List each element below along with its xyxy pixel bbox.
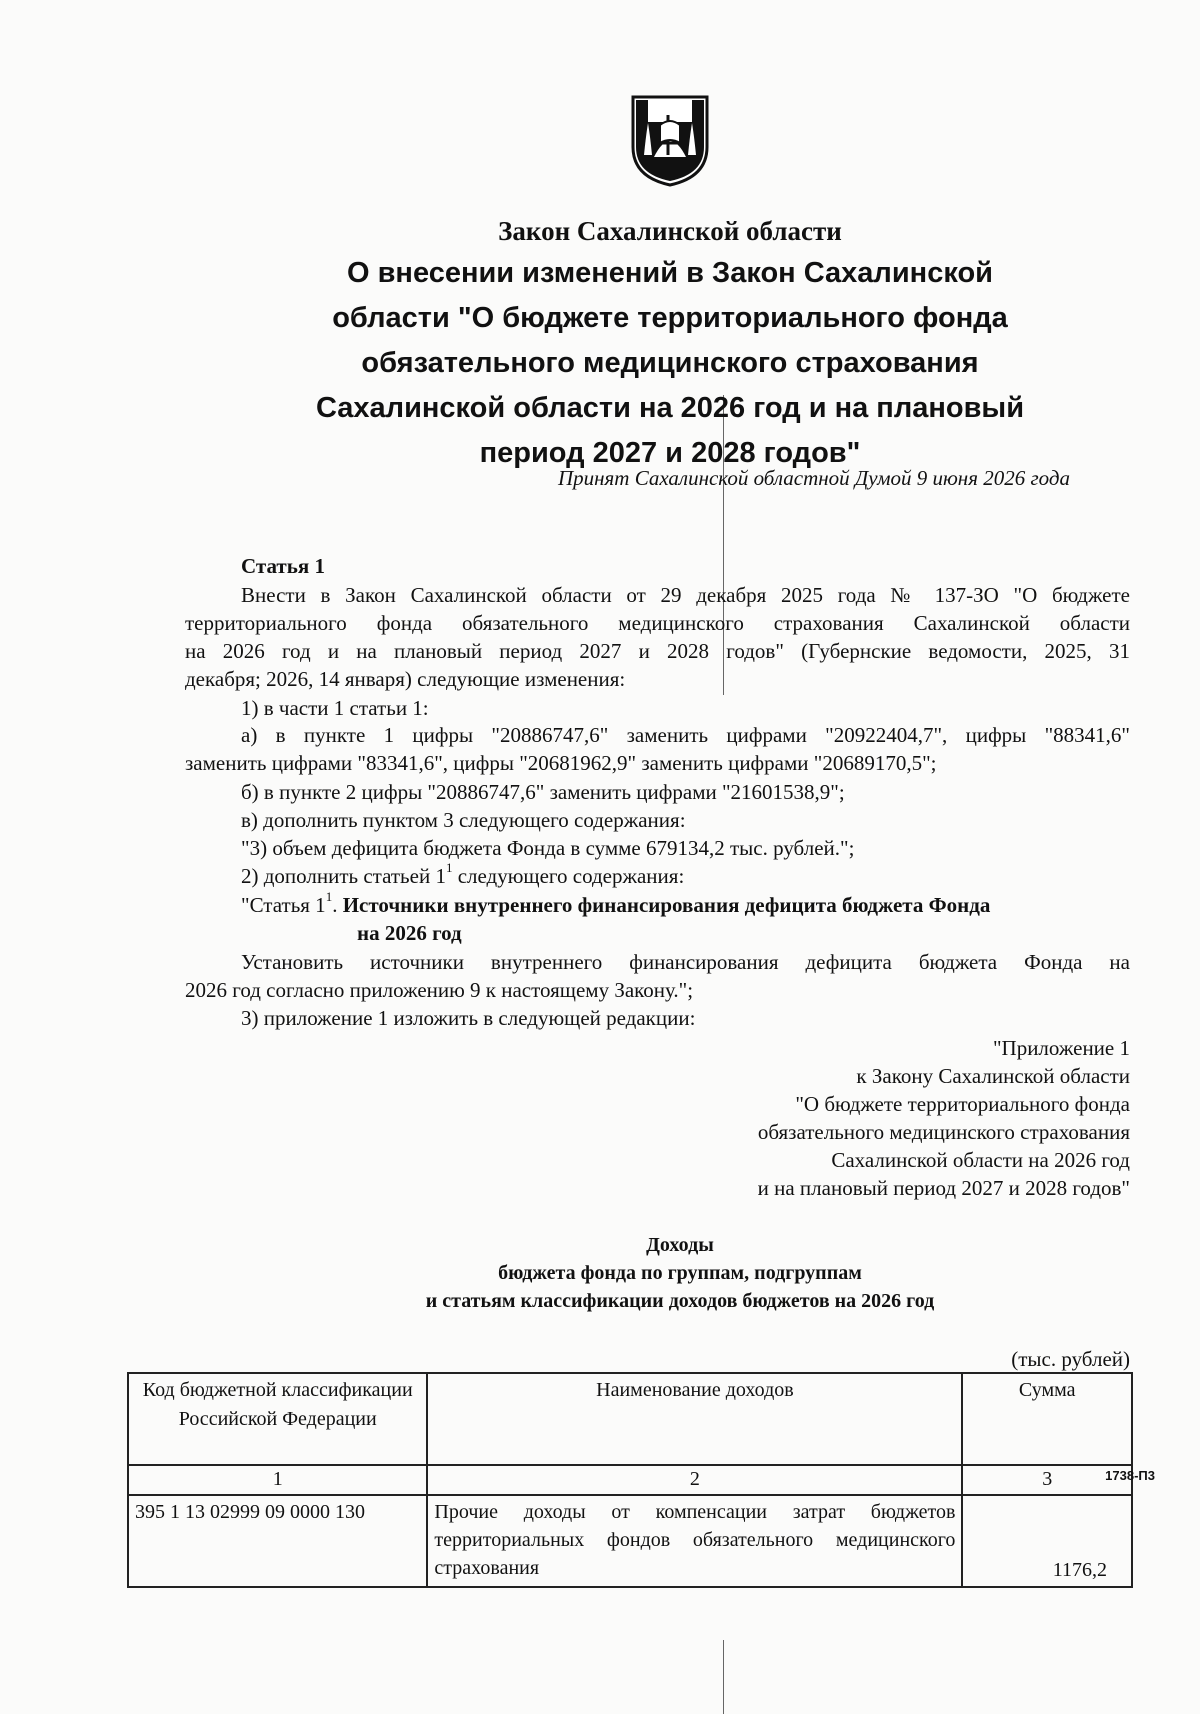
law-title: Закон Сахалинской области	[498, 216, 842, 246]
item-2-text: 2) дополнить статьей 1	[241, 864, 446, 888]
subtitle-line: обязательного медицинского страхования	[361, 347, 979, 379]
header-name: Наименование доходов	[427, 1373, 962, 1465]
law-subtitle	[240, 251, 1100, 476]
item-1a-line2: заменить цифрами "83341,6", цифры "20681962,9" заменить цифрами "20689170,5";	[185, 751, 937, 775]
header-sum: Сумма	[962, 1373, 1132, 1465]
table-header-row	[128, 1373, 1132, 1465]
appendix-line: обязательного медицинского страхования	[757, 1120, 1130, 1144]
subtitle-line: области "О бюджете территориального фонда	[332, 302, 1008, 334]
subtitle-line: период 2027 и 2028 годов"	[479, 437, 861, 469]
table-title-line: бюджета фонда по группам, подгруппам	[498, 1262, 862, 1284]
article-1-1-body-line2: 2026 год согласно приложению 9 к настоящему Закону.";	[185, 978, 694, 1002]
document-code: 1738-П3	[1105, 1468, 1155, 1483]
column-number: 1	[128, 1465, 427, 1495]
superscript: 1	[325, 889, 333, 904]
column-number: 2	[427, 1465, 962, 1495]
row-sum: 1176,2	[962, 1495, 1132, 1587]
subtitle-line: Сахалинской области на 2026 год и на плановый	[315, 392, 1025, 424]
appendix-line: "Приложение 1	[992, 1036, 1130, 1060]
item-3: 3) приложение 1 изложить в следующей редакции:	[241, 1006, 696, 1030]
article-1-1-heading	[241, 889, 991, 918]
article-intro-line: Внести в Закон Сахалинской области от 29 декабря 2025 года № 137-ЗО "О бюджете	[241, 583, 1130, 607]
item-2	[241, 860, 685, 889]
table-row	[128, 1495, 1132, 1587]
subtitle-line: О внесении изменений в Закон Сахалинской	[346, 257, 993, 289]
coat-of-arms-icon	[630, 95, 710, 187]
item-1c-text: "3) объем дефицита бюджета Фонда в сумме 679134,2 тыс. рублей.";	[241, 836, 855, 860]
table-title-line: и статьям классификации доходов бюджетов на 2026 год	[425, 1290, 935, 1312]
article-heading: Статья 1	[241, 554, 325, 578]
appendix-line: и на плановый период 2027 и 2028 годов"	[757, 1176, 1130, 1200]
table-title-line: Доходы	[646, 1234, 714, 1256]
article-intro-line: территориального фонда обязательного медицинского страхования Сахалинской области	[185, 611, 1130, 635]
article-1-1-title: Источники внутреннего финансирования дефицита бюджета Фонда	[342, 893, 991, 917]
table-title	[300, 1231, 1060, 1315]
item-1c: в) дополнить пунктом 3 следующего содержания:	[241, 808, 686, 832]
article-intro-line: на 2026 год и на плановый период 2027 и 2028 годов" (Губернские ведомости, 2025, 31	[185, 639, 1130, 663]
row-code: 395 1 13 02999 09 0000 130	[128, 1495, 427, 1587]
article-intro-line: декабря; 2026, 14 января) следующие изменения:	[185, 667, 626, 691]
item-1: 1) в части 1 статьи 1:	[241, 696, 429, 720]
article-1-1-dot: .	[332, 893, 343, 917]
item-1a-line1: а) в пункте 1 цифры "20886747,6" заменить цифрами "20922404,7", цифры "88341,6"	[241, 723, 1130, 747]
article-1-1-title-cont: на 2026 год	[357, 921, 462, 945]
superscript: 1	[445, 860, 453, 875]
header-code: Код бюджетной классификации Российской Федерации	[128, 1373, 427, 1465]
appendix-line: Сахалинской области на 2026 год	[831, 1148, 1130, 1172]
income-table	[127, 1372, 1133, 1588]
item-2-text-end: следующего содержания:	[452, 864, 685, 888]
row-name: Прочие доходы от компенсации затрат бюджетов территориальных фондов обязательного медицинского страхования	[427, 1495, 962, 1587]
appendix-line: к Закону Сахалинской области	[856, 1064, 1130, 1088]
item-1b: б) в пункте 2 цифры "20886747,6" заменить цифрами "21601538,9";	[241, 780, 845, 804]
scan-artifact-line	[723, 1640, 724, 1714]
units-label: (тыс. рублей)	[1011, 1347, 1130, 1371]
article-1-1-body-line1: Установить источники внутреннего финансирования дефицита бюджета Фонда на	[241, 950, 1130, 974]
article-1-1-prefix: "Статья 1	[241, 893, 326, 917]
column-number-row	[128, 1465, 1132, 1495]
appendix-reference	[610, 1034, 1130, 1202]
adoption-note: Принят Сахалинской областной Думой 9 июня 2026 года	[557, 466, 1070, 490]
column-number: 3	[962, 1465, 1132, 1495]
appendix-line: "О бюджете территориального фонда	[795, 1092, 1130, 1116]
